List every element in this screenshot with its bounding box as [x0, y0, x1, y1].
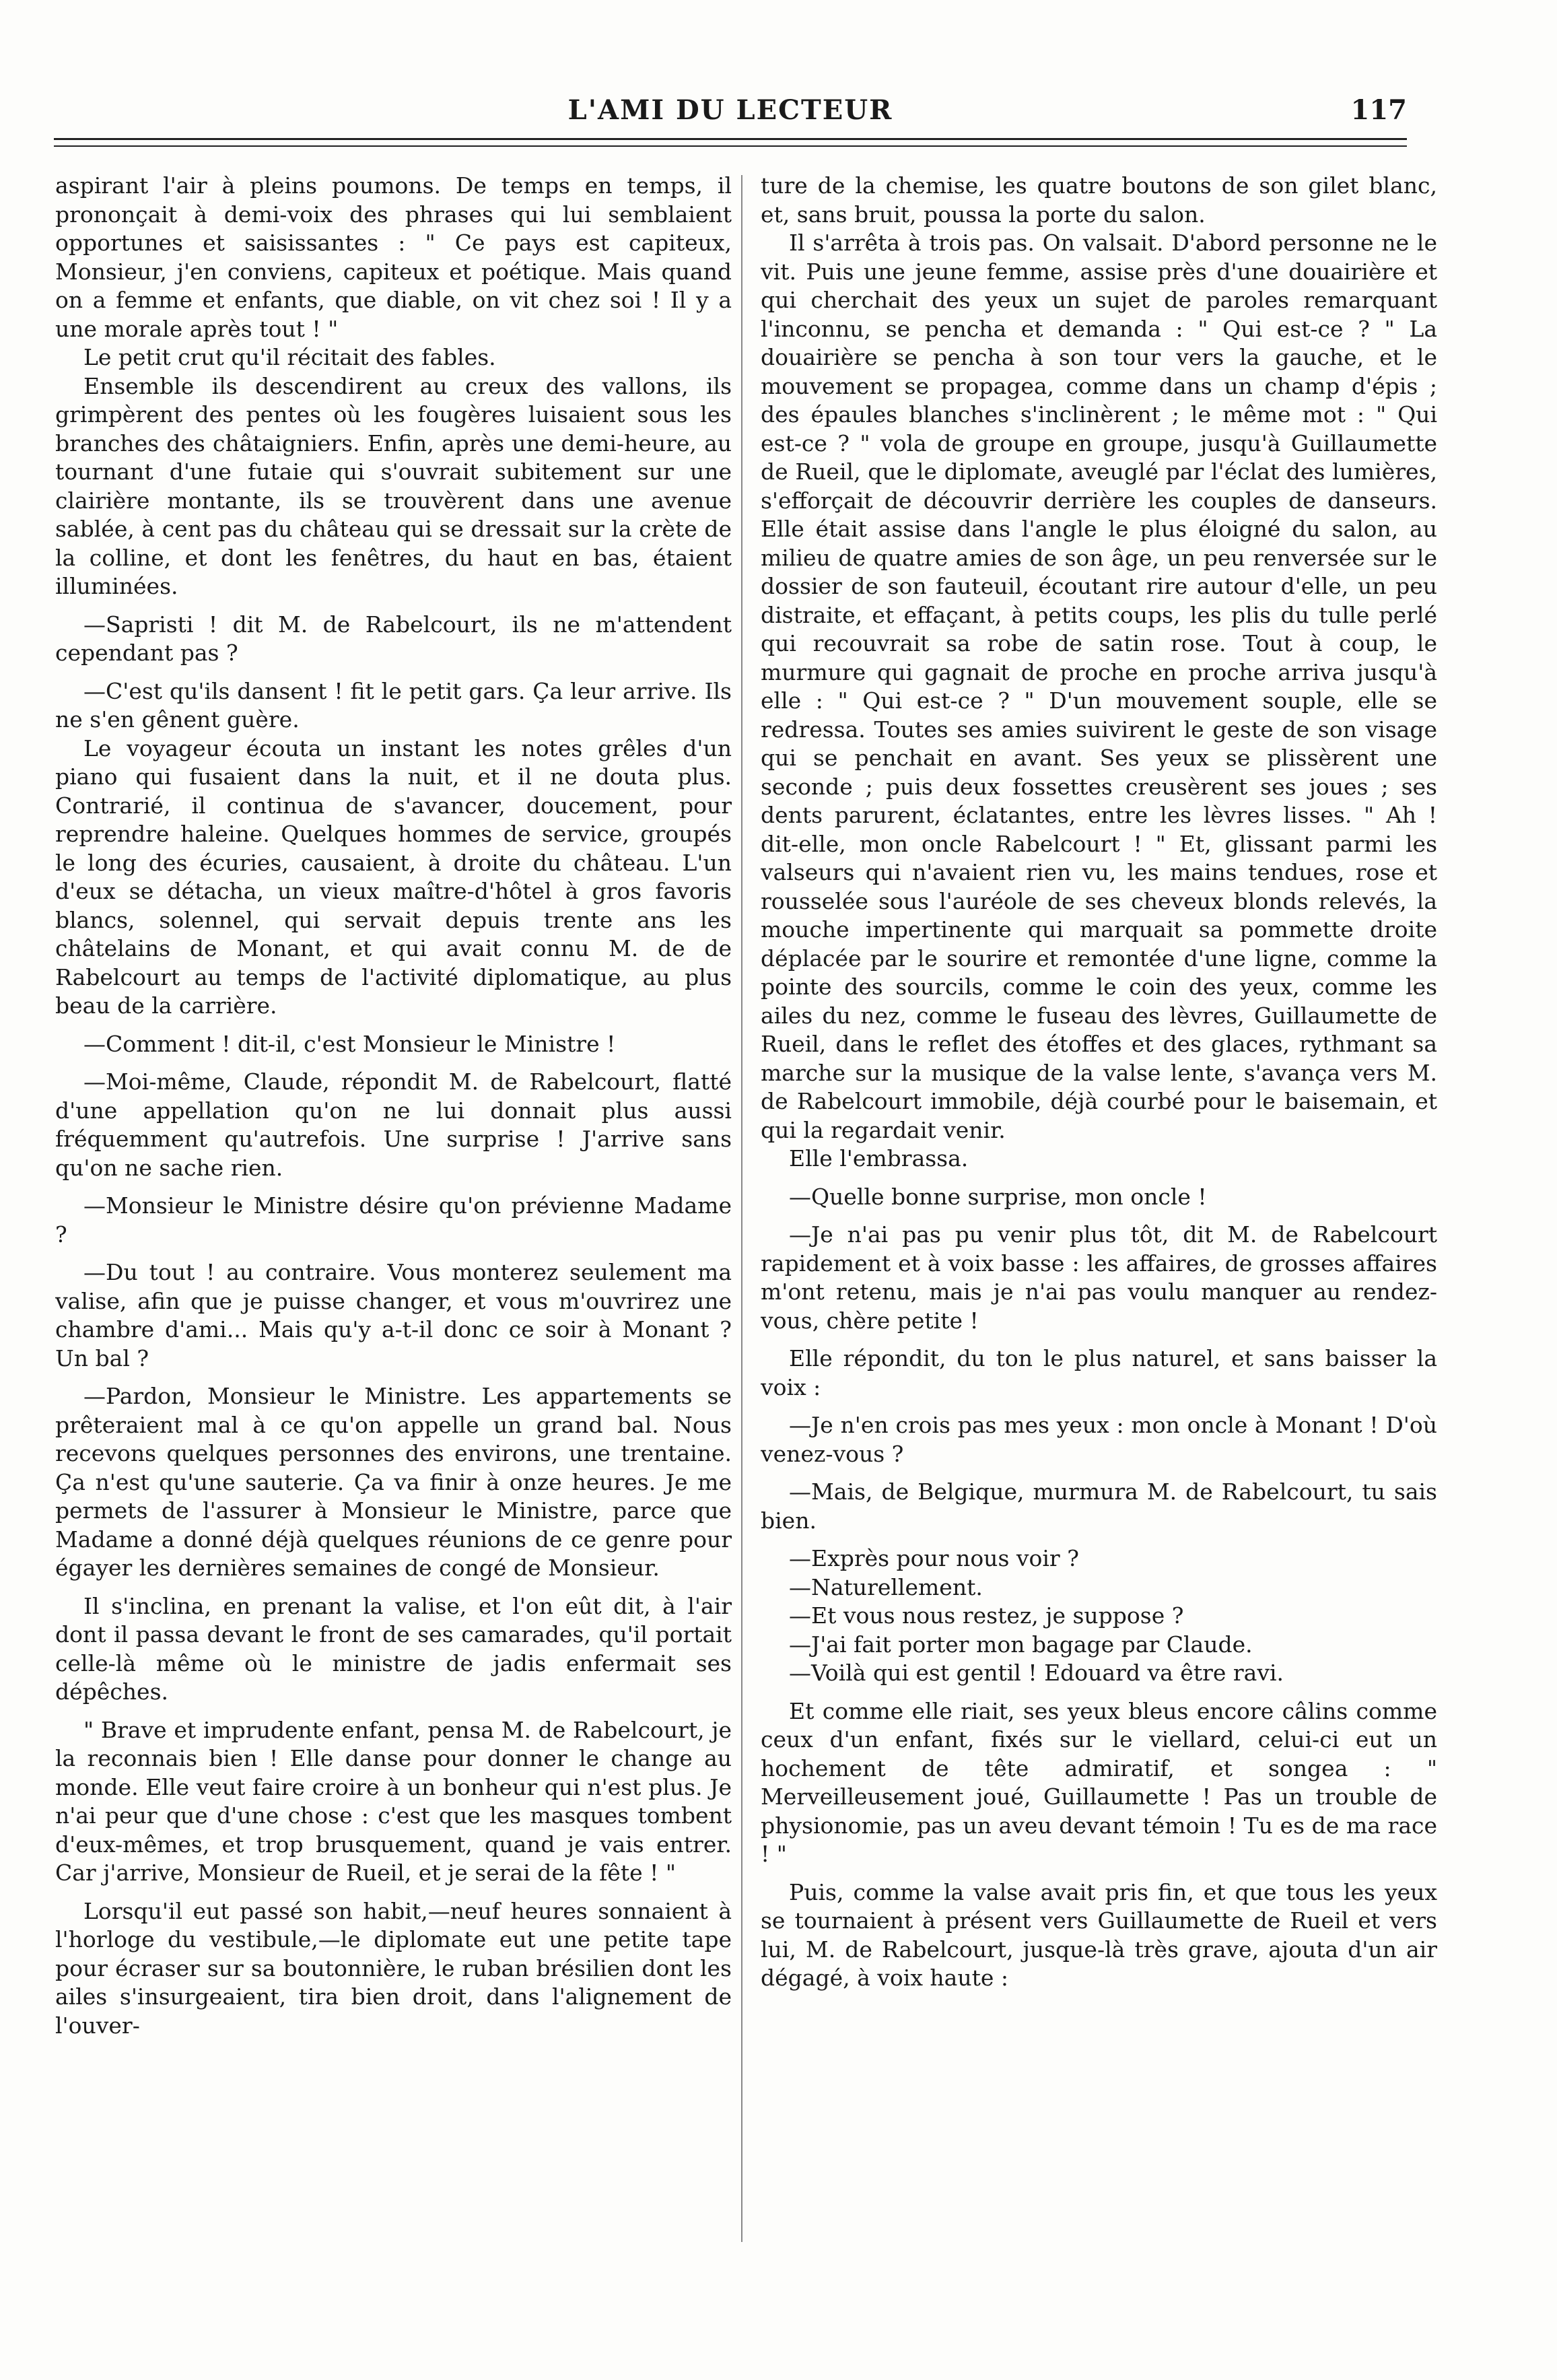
paragraph: —Naturellement. [789, 1573, 983, 1600]
paragraph: —Quelle bonne surprise, mon oncle ! [789, 1183, 1207, 1210]
column-divider [741, 175, 742, 2242]
right-column [761, 172, 1437, 2373]
paragraph: —Sapristi ! dit M. de Rabelcourt, ils ne m'attendent cependant pas ? [55, 611, 732, 666]
paragraph: Le voyageur écouta un instant les notes grêles d'un piano qui fusaient dans la nuit, et il ne douta plus. Contrarié, il continua de s'avancer, doucement, pour reprendre haleine. Quelques hommes de service, groupés le long des écuries, causaient, à droite du château. L'un d'eux se détacha, un vieux maître-d'hôtel à gros favoris blancs, solennel, qui servait depuis trente ans les châtelains de Monant, et qui avait connu M. de de Rabelcourt au temps de l'activité diplomatique, au plus beau de la carrière. [55, 735, 732, 1019]
paragraph: —Je n'ai pas pu venir plus tôt, dit M. de Rabelcourt rapidement et à voix basse : les affaires, de grosses affaires m'ont retenu, mais je n'ai pas voulu manquer au rendez-vous, chère petite ! [761, 1221, 1437, 1334]
page-number: 117 [1350, 94, 1407, 126]
paragraph: —Je n'en crois pas mes yeux : mon oncle à Monant ! D'où venez-vous ? [761, 1412, 1437, 1467]
header-rule-thin [54, 145, 1407, 147]
paragraph: aspirant l'air à pleins poumons. De temps en temps, il prononçait à demi-voix des phrases qui lui semblaient opportunes et saisissantes : " Ce pays est capiteux, Monsieur, j'en conviens, capiteux et poétique. Mais quand on a femme et enfants, que diable, on vit chez soi ! Il y a une morale après tout ! " [55, 172, 732, 342]
paragraph: —Exprès pour nous voir ? [789, 1545, 1079, 1571]
paragraph: —C'est qu'ils dansent ! fit le petit gars. Ça leur arrive. Ils ne s'en gênent guère. [55, 677, 732, 733]
paragraph: —Pardon, Monsieur le Ministre. Les appartements se prêteraient mal à ce qu'on appelle un grand bal. Nous recevons quelques personnes des environs, une trentaine. Ça n'est qu'une sauterie. Ça va finir à onze heures. Je me permets de l'assurer à Monsieur le Ministre, parce que Madame a donné déjà quelques réunions de ce genre pour égayer les dernières semaines de congé de Monsieur. [55, 1383, 732, 1581]
paragraph: Il s'arrêta à trois pas. On valsait. D'abord personne ne le vit. Puis une jeune femme, assise près d'une douairière et qui cherchait des yeux un sujet de paroles remarquant l'inconnu, se pencha et demanda : " Qui est-ce ? " La douairière se pencha à son tour vers la gauche, et le mouvement se propagea, comme dans un champ d'épis ; des épaules blanches s'inclinèrent ; le même mot : " Qui est-ce ? " vola de groupe en groupe, jusqu'à Guillaumette de Rueil, que le diplomate, aveuglé par l'éclat des lumières, s'efforçait de découvrir derrière les couples de danseurs. Elle était assise dans l'angle le plus éloigné du salon, au milieu de quatre amies de son âge, un peu renversée sur le dossier de son fauteuil, écoutant rire autour d'elle, un peu distraite, et effaçant, à petits coups, les plis du tulle perlé qui recouvrait sa robe de satin rose. Tout à coup, le murmure qui gagnait de proche en proche arriva jusqu'à elle : " Qui est-ce ? " D'un mouvement souple, elle se redressa. Toutes ses amies suivirent le geste de son visage qui se penchait en avant. Ses yeux se plissèrent une seconde ; puis deux fossettes creusèrent ses joues ; ses dents parurent, éclatantes, entre les lèvres lisses. " Ah ! dit-elle, mon oncle Rabelcourt ! " Et, glissant parmi les valseurs qui n'avaient rien vu, les mains tendues, rose et rousselée sous l'auréole de ses cheveux blonds relevés, la mouche impertinente qui marquait sa pommette droite déplacée par le sourire et remontée d'une ligne, comme la pointe des sourcils, comme le coin des yeux, comme les ailes du nez, comme le fuseau des lèvres, Guillaumette de Rueil, dans le reflet des étoffes et des glaces, rythmant sa marche sur la musique de la valse lente, s'avança vers M. de Rabelcourt immobile, déjà courbé pour le baisemain, et qui la regardait venir. [761, 230, 1437, 1143]
paragraph: Elle l'embrassa. [789, 1145, 969, 1171]
left-column [55, 172, 732, 2373]
paragraph: Et comme elle riait, ses yeux bleus encore câlins comme ceux d'un enfant, fixés sur le viellard, celui-ci eut un hochement de tête admiratif, et songea : " Merveilleusement joué, Guillaumette ! Pas un trouble de physionomie, pas un aveu devant témoin ! Tu es de ma race ! " [761, 1697, 1437, 1867]
paragraph: Lorsqu'il eut passé son habit,—neuf heures sonnaient à l'horloge du vestibule,—le diplomate eut une petite tape pour écraser sur sa boutonnière, le ruban brésilien dont les ailes s'insurgeaient, tira bien droit, dans l'alignement de l'ouver- [55, 1897, 732, 2039]
paragraph: Puis, comme la valse avait pris fin, et que tous les yeux se tournaient à présent vers Guillaumette de Rueil et vers lui, M. de Rabelcourt, jusque-là très grave, ajouta d'un air dégagé, à voix haute : [761, 1878, 1437, 1991]
paragraph: " Brave et imprudente enfant, pensa M. de Rabelcourt, je la reconnais bien ! Elle danse pour donner le change au monde. Elle veut faire croire à un bonheur qui n'est plus. Je n'ai peur que d'une chose : c'est que les masques tombent d'eux-mêmes, et trop brusquement, quand je vais entrer. Car j'arrive, Monsieur de Rueil, et je serai de la fête ! " [55, 1716, 732, 1886]
paragraph: ture de la chemise, les quatre boutons de son gilet blanc, et, sans bruit, poussa la porte du salon. [761, 172, 1437, 228]
paragraph: —Moi-même, Claude, répondit M. de Rabelcourt, flatté d'une appellation qu'on ne lui donnait plus aussi fréquemment qu'autrefois. Une surprise ! J'arrive sans qu'on ne sache rien. [55, 1068, 732, 1181]
paragraph: —J'ai fait porter mon bagage par Claude. [789, 1631, 1253, 1658]
paragraph: Elle répondit, du ton le plus naturel, et sans baisser la voix : [761, 1345, 1437, 1400]
paragraph: Ensemble ils descendirent au creux des vallons, ils grimpèrent des pentes où les fougères luisaient sous les branches des châtaigniers. Enfin, après une demi-heure, au tournant d'une futaie qui s'ouvrait subitement sur une clairière montante, ils se trouvèrent dans une avenue sablée, à cent pas du château qui se dressait sur la crète de la colline, et dont les fenêtres, du haut en bas, étaient illuminées. [55, 372, 732, 599]
paragraph: —Et vous nous restez, je suppose ? [789, 1602, 1184, 1629]
running-title: L'AMI DU LECTEUR [567, 94, 893, 126]
paragraph: Il s'inclina, en prenant la valise, et l'on eût dit, à l'air dont il passa devant le front de ses camarades, qu'il portait celle-là même où le ministre de jadis enfermait ses dépêches. [55, 1592, 732, 1705]
paragraph: —Voilà qui est gentil ! Edouard va être ravi. [789, 1660, 1284, 1686]
paragraph: Le petit crut qu'il récitait des fables. [83, 344, 496, 370]
paragraph: —Mais, de Belgique, murmura M. de Rabelcourt, tu sais bien. [761, 1478, 1437, 1534]
header-rule-thick [54, 138, 1407, 140]
paragraph: —Monsieur le Ministre désire qu'on prévienne Madame ? [55, 1192, 732, 1248]
paragraph: —Du tout ! au contraire. Vous monterez seulement ma valise, afin que je puisse changer, et vous m'ouvrirez une chambre d'ami... Mais qu'y a-t-il donc ce soir à Monant ? Un bal ? [55, 1259, 732, 1371]
paragraph: —Comment ! dit-il, c'est Monsieur le Ministre ! [83, 1030, 616, 1057]
running-header [54, 88, 1407, 141]
